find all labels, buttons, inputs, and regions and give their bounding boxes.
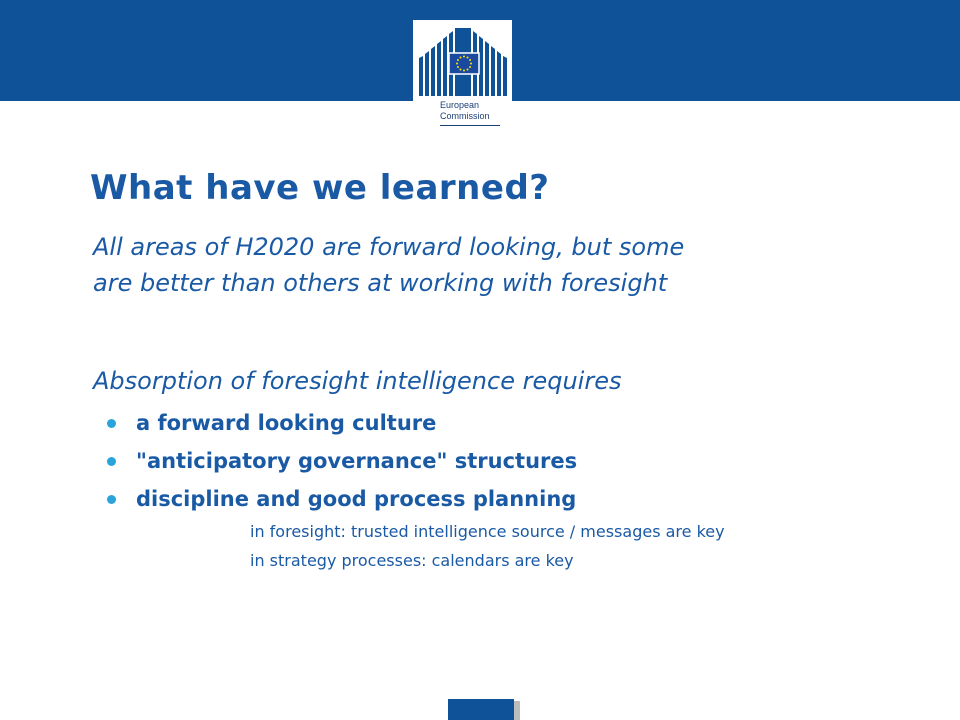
- logo-wordmark: [440, 100, 490, 122]
- eu-star-icon: [457, 59, 459, 61]
- bullet-dot-icon: [107, 457, 116, 466]
- eu-star-icon: [463, 70, 465, 72]
- footer-brand-block: [448, 699, 514, 720]
- list-item-label: "anticipatory governance" structures: [136, 449, 578, 473]
- absorption-line: Absorption of foresight intelligence requires: [93, 367, 622, 395]
- eu-star-icon: [469, 59, 471, 61]
- eu-star-icon: [460, 69, 462, 71]
- logo-text-line: European: [440, 100, 480, 110]
- intro-line: All areas of H2020 are forward looking, but some: [93, 233, 685, 261]
- footer-block-shadow: [514, 701, 520, 720]
- requirements-list: [105, 407, 577, 521]
- logo-underline: [440, 125, 500, 126]
- eu-star-icon: [463, 56, 465, 58]
- berlaymont-building-icon: [413, 20, 512, 100]
- european-commission-logo: [413, 20, 512, 133]
- eu-star-icon: [456, 63, 458, 65]
- eu-star-icon: [469, 66, 471, 68]
- slide-title: What have we learned?: [90, 168, 550, 208]
- eu-star-icon: [467, 56, 469, 58]
- list-item-label: a forward looking culture: [136, 411, 437, 435]
- sub-points-list: [250, 520, 725, 578]
- bullet-dot-icon: [107, 495, 116, 504]
- logo-text-line: Commission: [440, 111, 490, 121]
- sub-item: in strategy processes: calendars are key: [250, 551, 574, 570]
- eu-star-icon: [460, 56, 462, 58]
- list-item-label: discipline and good process planning: [136, 487, 577, 511]
- sub-item: in foresight: trusted intelligence source / messages are key: [250, 522, 725, 541]
- eu-star-icon: [467, 69, 469, 71]
- list-item: [105, 483, 577, 521]
- absorption-heading: [93, 363, 621, 399]
- bullet-dot-icon: [107, 419, 116, 428]
- eu-star-icon: [457, 66, 459, 68]
- list-item: [105, 407, 577, 445]
- intro-line: are better than others at working with foresight: [93, 269, 668, 297]
- list-item: [105, 445, 577, 483]
- eu-star-icon: [470, 63, 472, 65]
- intro-paragraph: [93, 229, 684, 301]
